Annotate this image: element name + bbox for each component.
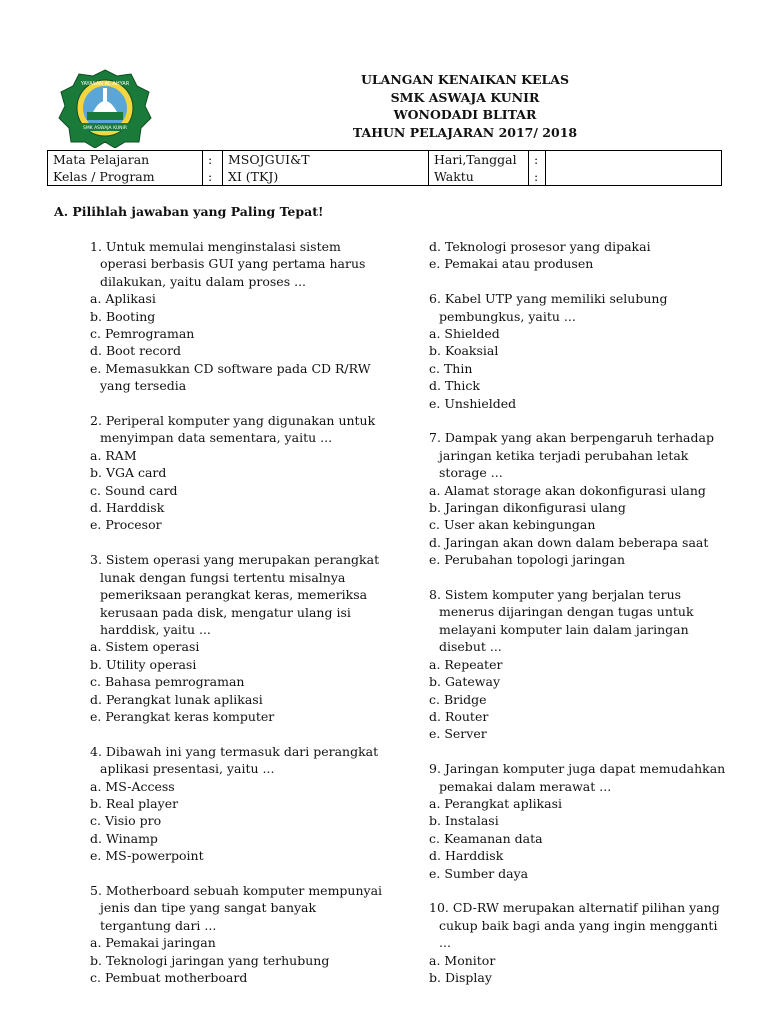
question-3 xyxy=(90,551,390,725)
time-label: Waktu xyxy=(429,168,529,186)
option-d: d. Winamp xyxy=(90,830,158,846)
question-8 xyxy=(429,586,729,743)
date-time-value xyxy=(546,151,722,186)
question-4 xyxy=(90,743,390,865)
question-5-continued xyxy=(429,238,729,273)
option-b: b. Utility operasi xyxy=(90,656,197,672)
option-c: c. Visio pro xyxy=(90,813,162,829)
option-b: b. VGA card xyxy=(90,465,167,481)
question-5 xyxy=(90,882,390,986)
question-text: 8. Sistem komputer yang berjalan terus menerus dijaringan dengan tugas untuk melayani komputer lain dalam jaringan disebut ... xyxy=(429,587,694,655)
option-e: e. Perubahan topologi jaringan xyxy=(429,552,626,568)
header-school: SMK ASWAJA KUNIR xyxy=(390,89,540,105)
option-c: c. Thin xyxy=(429,360,473,376)
right-column xyxy=(429,238,729,986)
option-c: c. Pemrograman xyxy=(90,326,195,342)
subject-value: MSOJGUI&T xyxy=(223,151,429,169)
question-text: 2. Periperal komputer yang digunakan untuk menyimpan data sementara, yaitu ... xyxy=(90,413,376,446)
section-title: A. Pilihlah jawaban yang Paling Tepat! xyxy=(54,204,324,219)
option-d: d. Harddisk xyxy=(90,500,165,516)
option-b: b. Teknologi jaringan yang terhubung xyxy=(90,952,330,968)
question-text: 1. Untuk memulai menginstalasi sistem operasi berbasis GUI yang pertama harus dilakukan, yaitu dalam proses ... xyxy=(90,239,366,289)
header-title: ULANGAN KENAIKAN KELAS xyxy=(360,72,570,87)
question-1 xyxy=(90,238,390,395)
option-c: c. User akan kebingungan xyxy=(429,517,596,533)
option-c: c. Sound card xyxy=(90,482,178,498)
option-a: a. Pemakai jaringan xyxy=(90,935,216,951)
option-d: d. Thick xyxy=(429,378,480,394)
option-d: d. Jaringan akan down dalam beberapa saat xyxy=(429,534,709,550)
option-c: c. Bahasa pemrograman xyxy=(90,674,245,690)
option-b: b. Koaksial xyxy=(429,343,499,359)
school-logo xyxy=(57,68,153,148)
question-text: 6. Kabel UTP yang memiliki selubung pembungkus, yaitu ... xyxy=(429,291,668,324)
option-a: a. Monitor xyxy=(429,952,496,968)
option-d: d. Teknologi prosesor yang dipakai xyxy=(429,239,651,254)
header-location: WONODADI BLITAR xyxy=(393,107,537,122)
logo-text-bottom: SMK ASWAJA KUNIR xyxy=(82,126,128,131)
option-b: b. Booting xyxy=(90,308,156,324)
class-value: XI (TKJ) xyxy=(223,168,429,186)
option-e: e. Procesor xyxy=(90,517,162,533)
option-b: b. Gateway xyxy=(429,674,501,690)
option-b: b. Instalasi xyxy=(429,813,499,829)
class-label: Kelas / Program xyxy=(48,168,203,186)
option-e: e. Memasukkan CD software pada CD R/RW yang tersedia xyxy=(90,360,371,394)
option-a: a. Repeater xyxy=(429,656,503,672)
question-text: 7. Dampak yang akan berpengaruh terhadap jaringan ketika terjadi perubahan letak storage ... xyxy=(429,430,714,481)
question-7 xyxy=(429,429,729,568)
option-a: a. Perangkat aplikasi xyxy=(429,795,563,811)
question-text: 9. Jaringan komputer juga dapat memudahkan pemakai dalam merawat ... xyxy=(429,761,726,794)
option-d: d. Perangkat lunak aplikasi xyxy=(90,691,263,707)
option-e: e. Sumber daya xyxy=(429,865,529,881)
option-e: e. MS-powerpoint xyxy=(90,848,204,864)
option-b: b. Display xyxy=(429,969,492,985)
question-10 xyxy=(429,899,729,986)
option-e: e. Unshielded xyxy=(429,395,517,411)
option-c: c. Keamanan data xyxy=(429,830,543,846)
question-9 xyxy=(429,760,729,882)
subject-label: Mata Pelajaran xyxy=(48,151,203,169)
option-a: a. RAM xyxy=(90,447,137,463)
option-a: a. Alamat storage akan dokonfigurasi ulang xyxy=(429,482,706,498)
logo-text-top: YAYASAN AL AHYAR xyxy=(80,81,130,87)
option-d: d. Harddisk xyxy=(429,848,504,864)
option-e: e. Pemakai atau produsen xyxy=(429,256,594,272)
date-sep: : xyxy=(529,151,546,169)
question-text: 3. Sistem operasi yang merupakan perangkat lunak dengan fungsi tertentu misalnya pemeriksaan perangkat keras, memeriksa kerusaan pada disk, mengatur ulang isi harddisk, yaitu ... xyxy=(90,552,380,637)
question-6 xyxy=(429,290,729,412)
option-a: a. Shielded xyxy=(429,326,500,342)
document-header xyxy=(300,71,630,141)
option-c: c. Bridge xyxy=(429,691,487,707)
question-text: 5. Motherboard sebuah komputer mempunyai jenis dan tipe yang sangat banyak tergantung dari ... xyxy=(90,882,383,933)
class-sep: : xyxy=(203,168,223,186)
option-b: b. Real player xyxy=(90,795,179,811)
question-text: 4. Dibawah ini yang termasuk dari perangkat aplikasi presentasi, yaitu ... xyxy=(90,743,379,777)
option-e: e. Server xyxy=(429,726,487,742)
header-year: TAHUN PELAJARAN 2017/ 2018 xyxy=(352,124,578,140)
option-e: e. Perangkat keras komputer xyxy=(90,708,275,724)
info-table xyxy=(47,150,722,186)
option-a: a. Sistem operasi xyxy=(90,639,200,655)
subject-sep: : xyxy=(203,151,223,169)
left-column xyxy=(90,238,390,986)
time-sep: : xyxy=(529,168,546,186)
question-text: 10. CD-RW merupakan alternatif pilihan yang cukup baik bagi anda yang ingin mengganti ... xyxy=(429,900,720,951)
option-b: b. Jaringan dikonfigurasi ulang xyxy=(429,500,626,516)
option-a: a. Aplikasi xyxy=(90,291,156,307)
option-c: c. Pembuat motherboard xyxy=(90,970,248,985)
option-d: d. Router xyxy=(429,708,489,724)
question-2 xyxy=(90,412,390,534)
date-label: Hari,Tanggal xyxy=(429,151,529,169)
option-d: d. Boot record xyxy=(90,343,182,359)
option-a: a. MS-Access xyxy=(90,778,175,794)
